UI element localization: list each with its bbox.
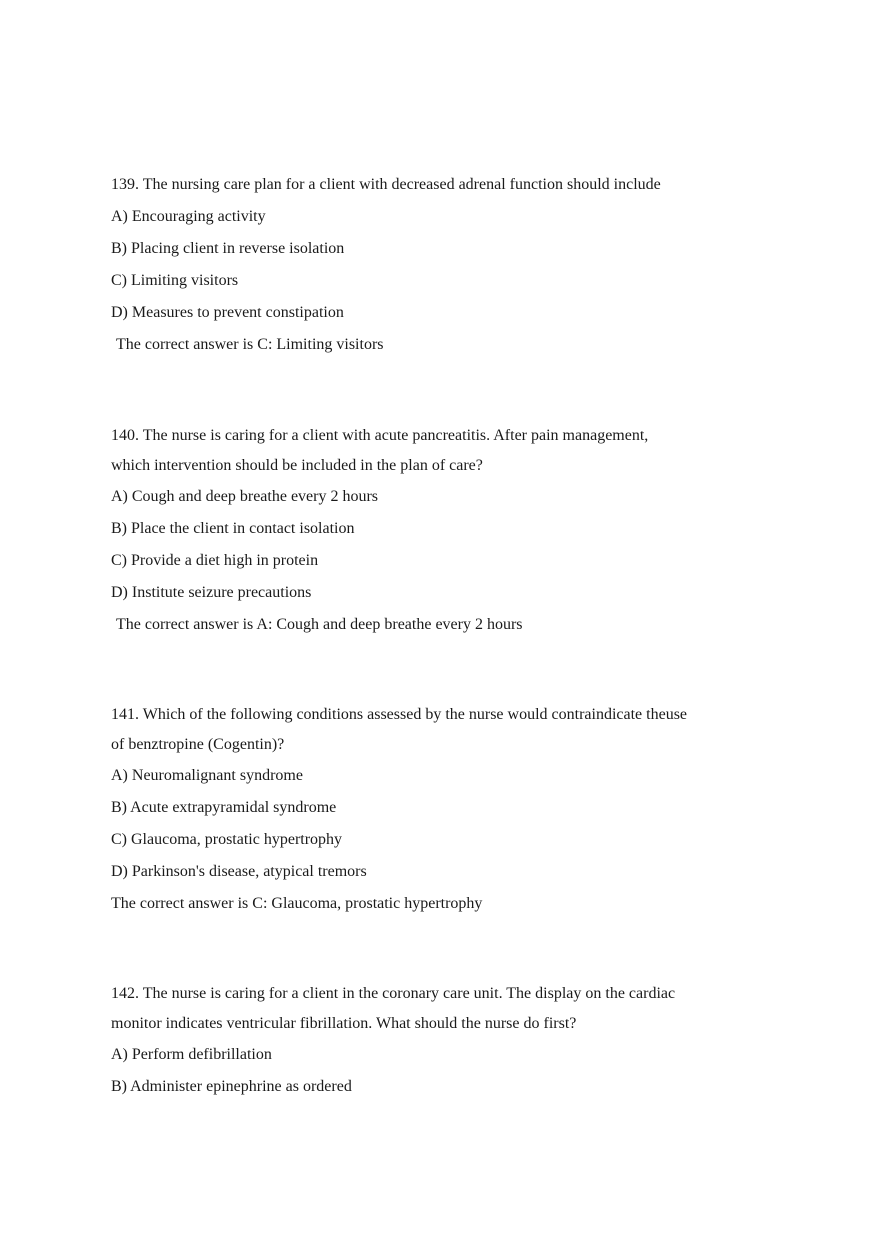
question-text: 142. The nurse is caring for a client in the coronary care unit. The display on the cardiac: [111, 985, 676, 1002]
option-b: B) Acute extrapyramidal syndrome: [111, 799, 337, 816]
question-text-continued: monitor indicates ventricular fibrillation. What should the nurse do first?: [111, 1015, 577, 1032]
question-text: 141. Which of the following conditions assessed by the nurse would contraindicate theuse: [111, 706, 688, 723]
correct-answer: The correct answer is C: Glaucoma, prostatic hypertrophy: [111, 895, 483, 912]
option-d: D) Institute seizure precautions: [111, 584, 312, 601]
question-text-continued: of benztropine (Cogentin)?: [111, 736, 285, 753]
correct-answer: The correct answer is A: Cough and deep breathe every 2 hours: [116, 616, 523, 633]
option-c: C) Glaucoma, prostatic hypertrophy: [111, 831, 343, 848]
question-142: [111, 979, 771, 1103]
option-a: A) Perform defibrillation: [111, 1046, 272, 1063]
option-b: B) Administer epinephrine as ordered: [111, 1078, 352, 1095]
question-text-continued: which intervention should be included in the plan of care?: [111, 457, 483, 474]
option-b: B) Placing client in reverse isolation: [111, 240, 345, 257]
option-d: D) Parkinson's disease, atypical tremors: [111, 863, 367, 880]
option-a: A) Encouraging activity: [111, 208, 266, 225]
option-a: A) Neuromalignant syndrome: [111, 767, 303, 784]
option-b: B) Place the client in contact isolation: [111, 520, 355, 537]
question-139: [111, 169, 771, 361]
option-d: D) Measures to prevent constipation: [111, 304, 344, 321]
correct-answer: The correct answer is C: Limiting visitors: [116, 336, 384, 353]
question-text: 140. The nurse is caring for a client with acute pancreatitis. After pain management,: [111, 427, 649, 444]
question-text: 139. The nursing care plan for a client with decreased adrenal function should include: [111, 176, 661, 193]
option-c: C) Provide a diet high in protein: [111, 552, 319, 569]
question-141: [111, 700, 771, 920]
option-a: A) Cough and deep breathe every 2 hours: [111, 488, 379, 505]
option-c: C) Limiting visitors: [111, 272, 239, 289]
question-140: [111, 421, 771, 641]
